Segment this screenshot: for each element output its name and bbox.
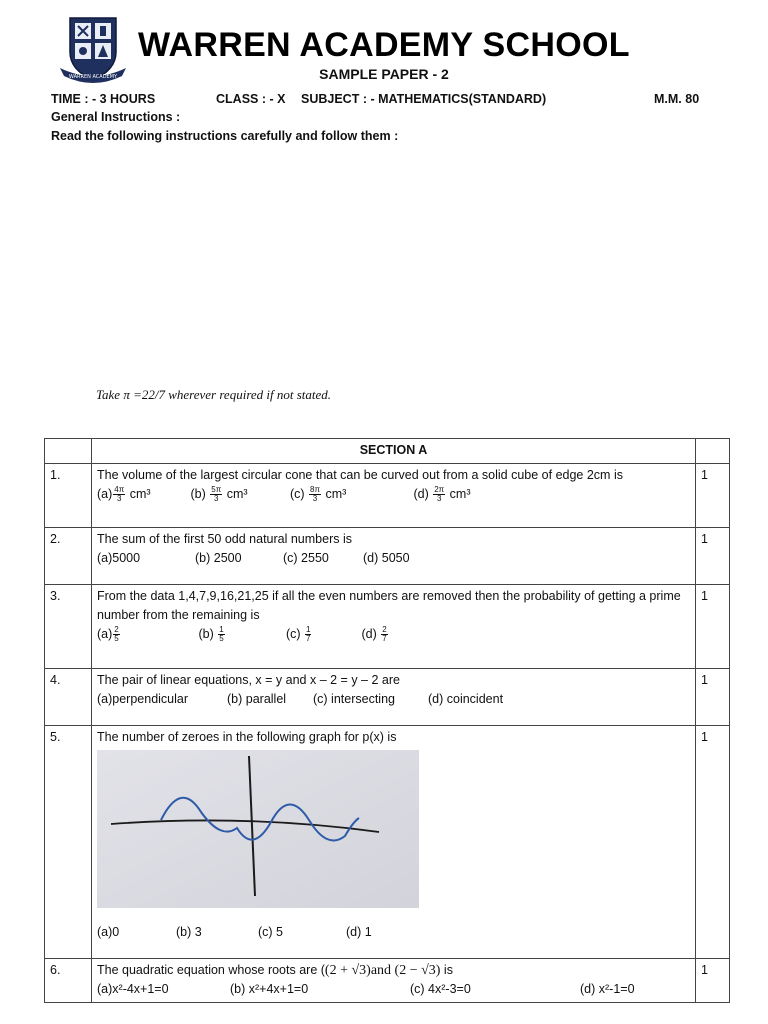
option-c: (c) 4x²-3=0 — [410, 982, 471, 996]
question-marks: 1 — [696, 959, 730, 1003]
option-b: (b) x²+4x+1=0 — [230, 982, 309, 996]
question-number: 4. — [45, 669, 92, 726]
question-text: The number of zeroes in the following graph for p(x) is — [97, 730, 397, 744]
question-row — [45, 959, 730, 1003]
option-a: (a)perpendicular — [97, 692, 189, 706]
paper-title: SAMPLE PAPER - 2 — [319, 66, 449, 82]
read-instructions-line: Read the following instructions carefully and follow them : — [51, 129, 399, 143]
class-label: CLASS : - X — [216, 92, 286, 106]
option-d: (d) 1 — [346, 925, 372, 939]
option-b: (b) 3 — [176, 925, 202, 939]
option-c: (c) 5 — [258, 925, 283, 939]
question-body — [92, 726, 696, 959]
question-number: 1. — [45, 464, 92, 528]
logo-ribbon-text: WARREN ACADEMY — [68, 74, 118, 80]
option-d: (d) coincident — [428, 692, 504, 706]
max-marks-label: M.M. 80 — [654, 92, 700, 106]
question-number: 3. — [45, 585, 92, 669]
question-marks: 1 — [696, 464, 730, 528]
question-row — [45, 464, 730, 528]
question-body — [92, 959, 696, 1003]
option-b: (b) 2500 — [195, 551, 242, 565]
school-name: WARREN ACADEMY SCHOOL — [138, 26, 630, 64]
question-text: The sum of the first 50 odd natural numbers is — [97, 532, 352, 546]
question-marks: 1 — [696, 669, 730, 726]
option-b: (b) $\frac{1}{5}$ — [198, 625, 224, 644]
question-body — [92, 528, 696, 585]
option-c: (c) intersecting — [313, 692, 395, 706]
general-instructions-heading: General Instructions : — [51, 110, 181, 124]
question-body — [92, 585, 696, 669]
option-list — [97, 690, 690, 709]
option-a: (a)5000 — [97, 551, 141, 565]
roots-expression: (2 + √3)and (2 − √3) — [324, 963, 441, 978]
question-text: The pair of linear equations, x = y and x – 2 = y – 2 are — [97, 673, 400, 687]
question-marks: 1 — [696, 726, 730, 959]
question-table — [44, 438, 730, 1003]
question-body — [92, 669, 696, 726]
option-a: (a) $\frac{2}{5}$ — [97, 625, 119, 644]
option-c: (c) 2550 — [283, 551, 329, 565]
question-row — [45, 669, 730, 726]
section-title: SECTION A — [92, 439, 696, 464]
question-row — [45, 528, 730, 585]
option-b: (b) parallel — [227, 692, 287, 706]
option-a: (a) $\frac{4\pi}{3}$ cm³ — [97, 485, 151, 504]
question-text: From the data 1,4,7,9,16,21,25 if all the even numbers are removed then the probability of getting a prime number from the remaining is — [97, 589, 681, 622]
option-list — [97, 625, 690, 644]
polynomial-graph-image — [97, 750, 419, 908]
subject-label: SUBJECT : - MATHEMATICS(STANDARD) — [301, 92, 547, 106]
question-text: The volume of the largest circular cone that can be curved out from a solid cube of edge 2cm is — [97, 468, 623, 482]
question-number: 2. — [45, 528, 92, 585]
option-list — [97, 923, 690, 942]
option-a: (a)x²-4x+1=0 — [97, 982, 169, 996]
option-a: (a)0 — [97, 925, 120, 939]
option-list — [97, 485, 690, 504]
question-body — [92, 464, 696, 528]
option-list — [97, 980, 690, 999]
option-c: (c) $\frac{1}{7}$ — [285, 625, 311, 644]
option-d: (d) 5050 — [363, 551, 410, 565]
option-c: (c) $\frac{8\pi}{3}$ cm³ — [289, 485, 347, 504]
option-d: (d) x²-1=0 — [580, 982, 635, 996]
question-row — [45, 726, 730, 959]
question-marks: 1 — [696, 528, 730, 585]
option-list — [97, 549, 690, 568]
section-blank-cell — [696, 439, 730, 464]
question-row — [45, 585, 730, 669]
time-label: TIME : - 3 HOURS — [51, 92, 156, 106]
section-blank-cell — [45, 439, 92, 464]
question-text: The quadratic equation whose roots are ((2 + √3)and (2 − √3) is — [97, 963, 453, 978]
pi-value-note: Take π =22/7 wherever required if not stated. — [96, 387, 332, 402]
question-number: 6. — [45, 959, 92, 1003]
option-b: (b) $\frac{5\pi}{3}$ cm³ — [190, 485, 248, 504]
question-number: 5. — [45, 726, 92, 959]
option-d: (d) $\frac{2}{7}$ — [361, 625, 387, 644]
question-marks: 1 — [696, 585, 730, 669]
option-d: (d) $\frac{2\pi}{3}$ cm³ — [413, 485, 471, 504]
